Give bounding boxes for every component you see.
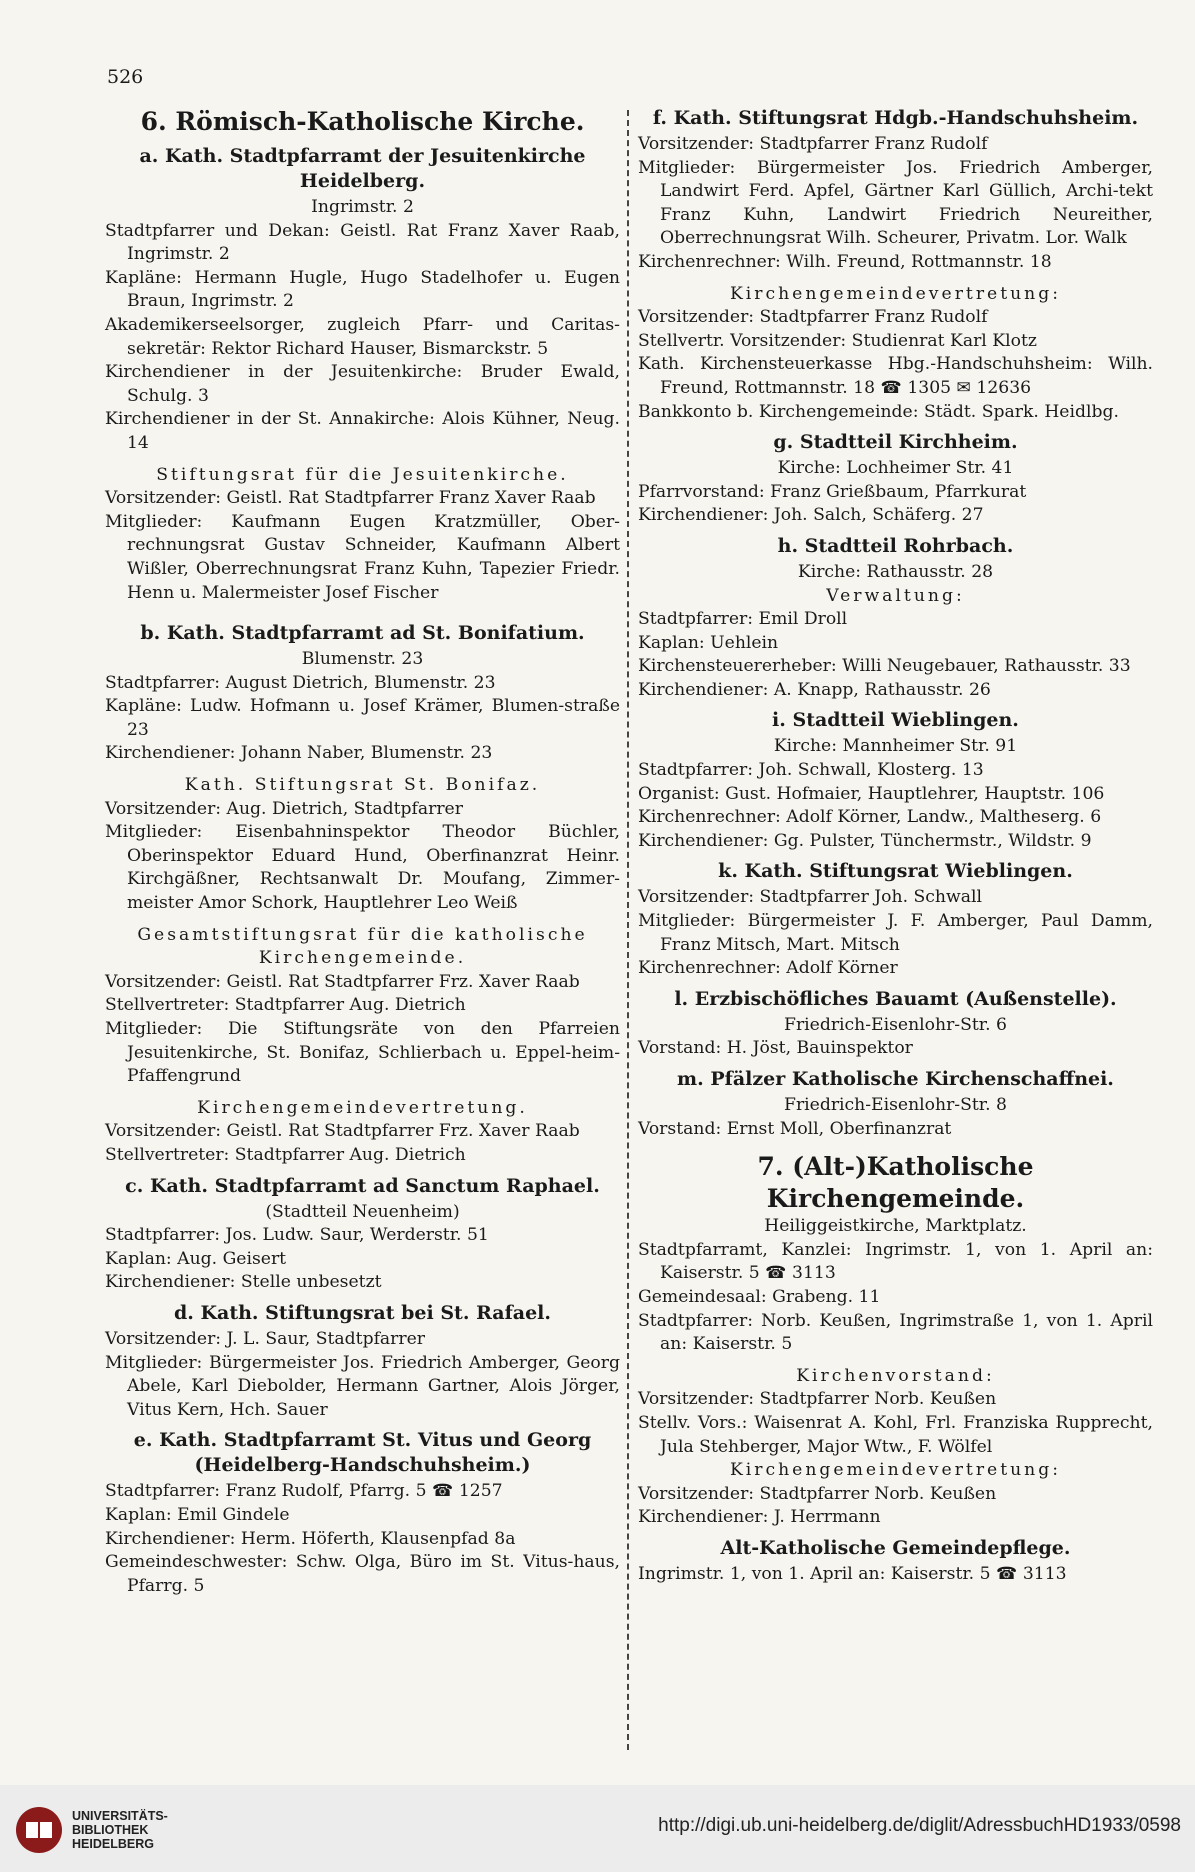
entry: Kirchendiener in der Jesuitenkirche: Bruder Ewald, Schulg. 3: [105, 362, 620, 406]
entry: Vorsitzender: Geistl. Rat Stadtpfarrer Frz. Xaver Raab: [105, 1121, 580, 1142]
entry: Kirchensteuererheber: Willi Neugebauer, Rathausstr. 33: [638, 656, 1131, 677]
heading-f: f. Kath. Stiftungsrat Hdgb.-Handschuhsheim.: [652, 107, 1139, 129]
entry: Stadtpfarramt, Kanzlei: Ingrimstr. 1, von 1. April an: Kaiserstr. 5 ☎ 3113: [638, 1239, 1153, 1284]
subheading: Kirchengemeindevertretung.: [197, 1097, 528, 1118]
entry: Mitglieder: Bürgermeister J. F. Amberger, Paul Damm, Franz Mitsch, Mart. Mitsch: [638, 911, 1153, 955]
heading-c: c. Kath. Stadtpfarramt ad Sanctum Raphael.: [125, 1174, 600, 1197]
entry: Vorsitzender: Stadtpfarrer Joh. Schwall: [638, 887, 982, 908]
heading-pflege: Alt-Katholische Gemeindepflege.: [720, 1536, 1071, 1559]
entry: Pfarrvorstand: Franz Grießbaum, Pfarrkurat: [638, 481, 1027, 502]
entry: Kirchendiener: Gg. Pulster, Tünchermstr., Wildstr. 9: [638, 830, 1092, 851]
entry: Stadtpfarrer: Franz Rudolf, Pfarrg. 5 ☎ 1257: [105, 1481, 503, 1502]
entry: Kirchenrechner: Adolf Körner: [638, 958, 898, 979]
entry: Vorsitzender: Geistl. Rat Stadtpfarrer Franz Xaver Raab: [105, 488, 596, 509]
entry: Stadtpfarrer: Norb. Keußen, Ingrimstraße 1, von 1. April an: Kaiserstr. 5: [638, 1310, 1153, 1355]
heading-i: i. Stadtteil Wieblingen.: [772, 709, 1019, 732]
heading-a: a. Kath. Stadtpfarramt der Jesuitenkirche Heidelberg.: [139, 145, 586, 192]
entry: Gemeindeschwester: Schw. Olga, Büro im St. Vitus-haus, Pfarrg. 5: [105, 1552, 620, 1596]
library-name-line: UNIVERSITÄTS-: [72, 1809, 168, 1823]
entry: Kirchendiener: J. Herrmann: [638, 1507, 881, 1528]
entry: Mitglieder: Die Stiftungsräte von den Pfarreien Jesuitenkirche, St. Bonifaz, Schlierbach u. Eppel-heim-Pfaffengrund: [105, 1019, 620, 1087]
address-h: Kirche: Rathausstr. 28: [797, 561, 994, 582]
entry: Kapläne: Hermann Hugle, Hugo Stadelhofer u. Eugen Braun, Ingrimstr. 2: [105, 267, 620, 312]
entry: Vorsitzender: J. L. Saur, Stadtpfarrer: [105, 1328, 425, 1349]
entry: Stadtpfarrer: Emil Droll: [638, 609, 848, 630]
entry: Vorsitzender: Stadtpfarrer Franz Rudolf: [638, 134, 988, 154]
address-l: Friedrich-Eisenlohr-Str. 6: [784, 1014, 1007, 1035]
entry: Mitglieder: Eisenbahninspektor Theodor Büchler, Oberinspektor Eduard Hund, Oberfinanzrat Heinr. Kirchgäßner, Rechtsanwalt Dr. Moufang, Zimmer-meister Amor Schork, Hauptlehrer Leo Weiß: [105, 822, 620, 914]
entry: Organist: Gust. Hofmaier, Hauptlehrer, Hauptstr. 106: [638, 783, 1105, 804]
address-c: (Stadtteil Neuenheim): [265, 1201, 460, 1222]
address-a: Ingrimstr. 2: [311, 197, 414, 217]
heading-k: k. Kath. Stiftungsrat Wieblingen.: [718, 860, 1073, 883]
entry: Gemeindesaal: Grabeng. 11: [638, 1286, 881, 1307]
address-i: Kirche: Mannheimer Str. 91: [773, 736, 1018, 757]
heading-b: b. Kath. Stadtpfarramt ad St. Bonifatium.: [140, 622, 585, 645]
entry: Vorsitzender: Geistl. Rat Stadtpfarrer Frz. Xaver Raab: [105, 971, 580, 992]
subheading: Kirchenvorstand:: [796, 1365, 995, 1386]
entry: Kirchendiener: Joh. Salch, Schäferg. 27: [638, 505, 984, 526]
entry: Stadtpfarrer: Jos. Ludw. Saur, Werderstr. 51: [105, 1225, 489, 1246]
entry: Kirchendiener: A. Knapp, Rathausstr. 26: [638, 679, 991, 700]
heading-e: e. Kath. Stadtpfarramt St. Vitus und Georg (Heidelberg-Handschuhsheim.): [133, 1429, 592, 1477]
entry: Kapläne: Ludw. Hofmann u. Josef Krämer, Blumen-straße 23: [105, 696, 620, 740]
heading-h: h. Stadtteil Rohrbach.: [777, 534, 1014, 557]
entry: Kaplan: Emil Gindele: [105, 1504, 290, 1525]
section-title-roman-catholic: 6. Römisch-Katholische Kirche.: [140, 107, 585, 136]
entry: Kirchenrechner: Adolf Körner, Landw., Maltheserg. 6: [638, 807, 1102, 828]
library-name-line: BIBLIOTHEK: [72, 1823, 149, 1837]
footer-bar: [0, 1785, 1195, 1872]
page-number: 526: [107, 66, 144, 88]
subheading: Kath. Stiftungsrat St. Bonifaz.: [184, 775, 541, 796]
entry: Vorsitzender: Stadtpfarrer Franz Rudolf: [638, 307, 988, 328]
subheading: Kirchengemeindevertretung:: [729, 1460, 1062, 1481]
entry: Mitglieder: Bürgermeister Jos. Friedrich Amberger, Georg Abele, Karl Diebolder, Hermann Gartner, Alois Jörger, Vitus Kern, Hch. Sauer: [105, 1352, 620, 1420]
heading-l: l. Erzbischöfliches Bauamt (Außenstelle).: [674, 987, 1117, 1010]
entry: Stadtpfarrer: Joh. Schwall, Klosterg. 13: [638, 760, 984, 781]
entry: Stadtpfarrer: August Dietrich, Blumenstr. 23: [105, 672, 496, 693]
entry: Mitglieder: Kaufmann Eugen Kratzmüller, Ober-rechnungsrat Gustav Schneider, Kaufmann Albert Wißler, Oberrechnungsrat Franz Kuhn, Tapezier Friedr. Henn u. Malermeister Josef Fischer: [105, 511, 620, 603]
entry: Ingrimstr. 1, von 1. April an: Kaiserstr. 5 ☎ 3113: [638, 1563, 1067, 1584]
subheading: Gesamtstiftungsrat für die katholische Kirchengemeinde.: [137, 924, 588, 969]
subheading: Stiftungsrat für die Jesuitenkirche.: [156, 464, 569, 485]
entry: Kirchendiener: Stelle unbesetzt: [105, 1272, 382, 1293]
entry: Vorstand: H. Jöst, Bauinspektor: [638, 1038, 913, 1059]
university-library-logo-icon: [14, 1805, 64, 1855]
entry: Kaplan: Aug. Geisert: [105, 1248, 287, 1269]
heading-d: d. Kath. Stiftungsrat bei St. Rafael.: [173, 1301, 552, 1324]
entry: Vorsitzender: Stadtpfarrer Norb. Keußen: [638, 1389, 997, 1410]
entry: Kirchendiener in der St. Annakirche: Alois Kühner, Neug. 14: [105, 409, 620, 453]
heading-g: g. Stadtteil Kirchheim.: [773, 431, 1018, 454]
entry: Kirchenrechner: Wilh. Freund, Rottmannstr. 18: [638, 251, 1052, 272]
address-b: Blumenstr. 23: [301, 649, 424, 670]
library-name: [72, 1809, 168, 1851]
address-m: Friedrich-Eisenlohr-Str. 8: [784, 1095, 1007, 1115]
entry: Kaplan: Uehlein: [638, 632, 779, 653]
entry: Kirchendiener: Herm. Höferth, Klausenpfad 8a: [105, 1528, 516, 1549]
entry: Kath. Kirchensteuerkasse Hbg.-Handschuhsheim: Wilh. Freund, Rottmannstr. 18 ☎ 1305 ✉ 12636: [638, 354, 1153, 398]
address-s7: Heiliggeistkirche, Marktplatz.: [764, 1216, 1027, 1237]
heading-m: m. Pfälzer Katholische Kirchenschaffnei.: [677, 1068, 1114, 1090]
entry: Stellv. Vors.: Waisenrat A. Kohl, Frl. Franziska Rupprecht, Jula Stehberger, Major Wtw., F. Wölfel: [638, 1412, 1153, 1457]
entry: Stellvertr. Vorsitzender: Studienrat Karl Klotz: [638, 330, 1037, 351]
entry: Stellvertreter: Stadtpfarrer Aug. Dietrich: [105, 1144, 466, 1165]
subheading: Verwaltung:: [826, 585, 965, 606]
entry: Mitglieder: Bürgermeister Jos. Friedrich Amberger, Landwirt Ferd. Apfel, Gärtner Karl Güllich, Archi-tekt Franz Kuhn, Landwirt Friedrich Neureither, Oberrechnungsrat Wilh. Scheurer, Privatm. Lor. Walk: [638, 157, 1153, 249]
entry: Vorsitzender: Aug. Dietrich, Stadtpfarrer: [105, 798, 463, 819]
address-g: Kirche: Lochheimer Str. 41: [777, 458, 1014, 479]
entry: Kirchendiener: Johann Naber, Blumenstr. 23: [105, 743, 493, 764]
entry: Bankkonto b. Kirchengemeinde: Städt. Spark. Heidlbg.: [638, 401, 1119, 422]
subheading: Kirchengemeindevertretung:: [729, 283, 1062, 304]
source-url-link[interactable]: http://digi.ub.uni-heidelberg.de/diglit/AdressbuchHD1933/0598: [658, 1815, 1181, 1836]
column-divider: [627, 110, 629, 1750]
entry: Stadtpfarrer und Dekan: Geistl. Rat Franz Xaver Raab, Ingrimstr. 2: [105, 220, 620, 265]
entry: Akademikerseelsorger, zugleich Pfarr- und Caritas-sekretär: Rektor Richard Hauser, Bismarckstr. 5: [105, 314, 620, 359]
entry: Stellvertreter: Stadtpfarrer Aug. Dietrich: [105, 995, 466, 1016]
left-column: [105, 106, 620, 1598]
section-title-old-catholic: 7. (Alt-)Katholische Kirchengemeinde.: [757, 1152, 1034, 1214]
library-name-line: HEIDELBERG: [72, 1837, 154, 1851]
entry: Vorstand: Ernst Moll, Oberfinanzrat: [638, 1118, 952, 1139]
entry: Vorsitzender: Stadtpfarrer Norb. Keußen: [638, 1483, 997, 1504]
right-column: [638, 106, 1153, 1587]
